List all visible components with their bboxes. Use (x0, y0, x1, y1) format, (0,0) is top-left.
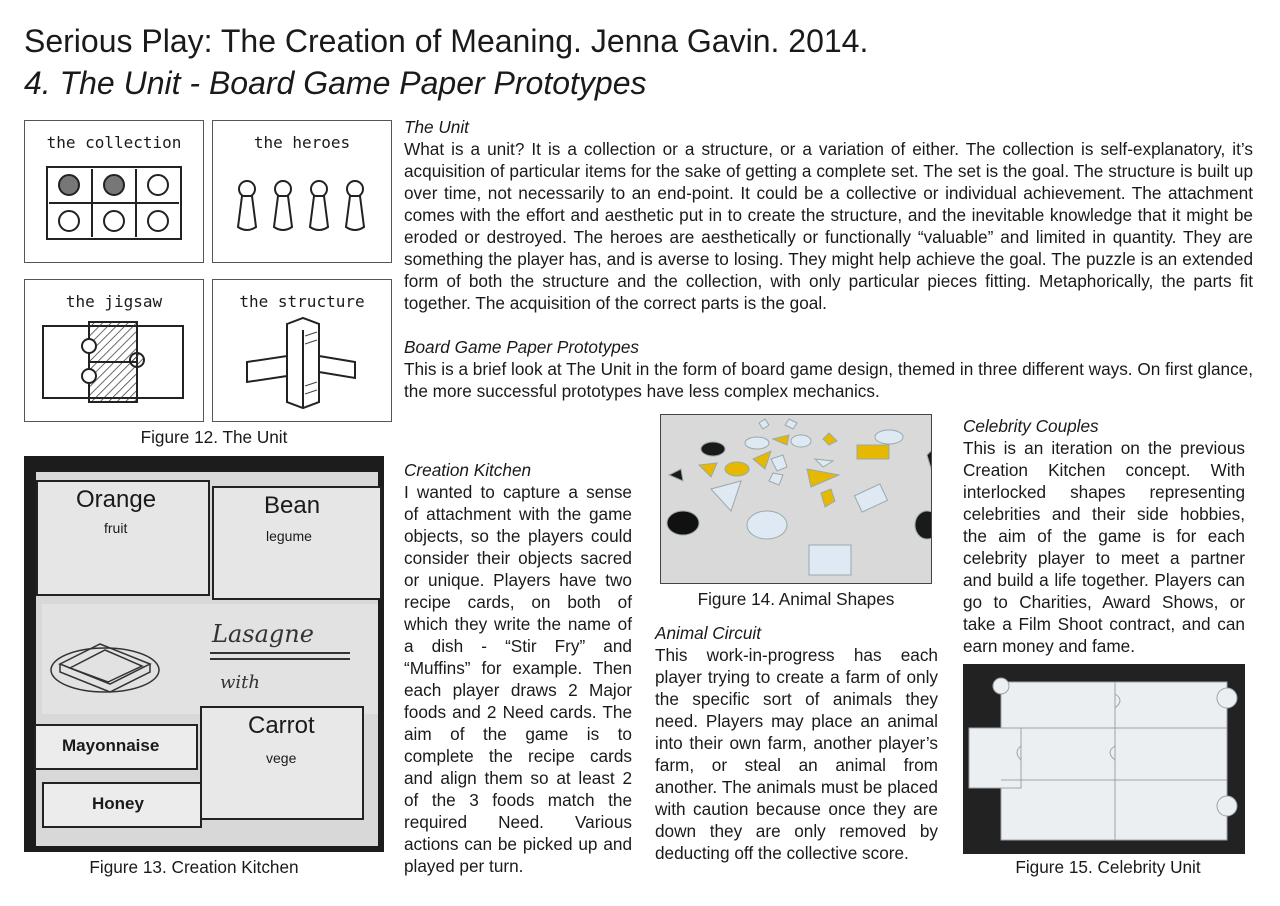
figure12-caption: Figure 12. The Unit (140, 427, 288, 447)
card-carrot (200, 706, 364, 820)
panel-label-jigsaw: the jigsaw (65, 292, 163, 311)
unit-heading: The Unit (404, 117, 469, 137)
animal-shapes-photo (660, 414, 932, 584)
figure13-caption: Figure 13. Creation Kitchen (89, 857, 299, 877)
figure15-caption: Figure 15. Celebrity Unit (1015, 857, 1201, 877)
card-recipe (42, 604, 378, 714)
animal-circuit-body: This work-in-progress has each player trying to create a farm of only the specific sort of animals they need. Players may place an animal into their own farm, another player’s farm, or steal an animal from another. The animals must be placed with caution because once they are down they are only removed by deducting off the collective score. (655, 645, 938, 863)
structure-icon (243, 316, 363, 412)
celebrity-couples-heading: Celebrity Couples (963, 416, 1099, 436)
prototypes-body: This is a brief look at The Unit in the form of board game design, themed in three different ways. On first glance, the more successful prototypes have less complex mechanics. (404, 359, 1253, 401)
celebrity-unit-photo (963, 664, 1245, 854)
card-lasagne-title: Lasagne (212, 620, 314, 648)
celebrity-couples-body: This is an iteration on the previous Creation Kitchen concept. With interlocked shapes representing celebrities and their side hobbies, the aim of the game is for each celebrity player to meet a partner and build a life together. Players can go to Charities, Award Shows, or take a Film Shoot contract, and can earn money and fame. (963, 438, 1245, 656)
puzzle-pieces-icon (963, 664, 1245, 854)
animal-circuit-heading: Animal Circuit (655, 623, 762, 643)
panel-structure (212, 279, 392, 422)
figure14-caption: Figure 14. Animal Shapes (697, 589, 895, 609)
collection-icon (45, 165, 183, 241)
card-honey-title: Honey (92, 794, 144, 813)
card-orange-sub: fruit (104, 520, 128, 536)
page-subtitle: 4. The Unit - Board Game Paper Prototypes (24, 65, 647, 101)
card-mayonnaise (34, 724, 198, 770)
panel-heroes (212, 120, 392, 263)
creation-kitchen-body: I wanted to capture a sense of attachment with the game objects, so the players could consider their objects sacred or unique. Players have two recipe cards, on both of which they write the name of a dish - “Stir Fry” and “Muffins” for example. Then each player draws 2 Major foods and 2 Need cards. The aim of the game is to complete the recipe cards and align them so at least 2 of the 3 foods match the required Need. Various actions can be picked up and played per turn. (404, 482, 632, 876)
panel-jigsaw (24, 279, 204, 422)
heroes-pawns-icon (233, 179, 373, 235)
animal-shapes-icon (661, 415, 932, 584)
panel-collection (24, 120, 204, 263)
card-mayonnaise-title: Mayonnaise (62, 736, 160, 755)
card-carrot-title: Carrot (248, 712, 315, 739)
prototypes-heading: Board Game Paper Prototypes (404, 337, 640, 357)
lasagne-drawing-icon (50, 634, 170, 694)
card-orange (36, 480, 210, 596)
card-with-label: with (220, 672, 260, 693)
jigsaw-icon (39, 318, 191, 406)
panel-label-heroes: the heroes (253, 133, 351, 152)
unit-body: What is a unit? It is a collection or a structure, or a variation of either. The collection is self-explanatory, it’s acquisition of particular items for the sake of getting a complete set. The set is the goal. The structure is built up over time, not necessarily to an end-point. It could be a collective or individual achievement. The attachment comes with the effort and aesthetic put in to create the structure, and the inevitable knowledge that it might be eroded or destroyed. The heroes are aesthetically or functionally “valuable” and limited in quantity. They are something the player has, and is averse to losing. They might help achieve the goal. The puzzle is an extended form of both the structure and the collection, with only particular pieces fitting. Metaphorically, the parts fit together. The acquisition of the correct parts is the goal. (404, 139, 1253, 313)
card-orange-title: Orange (76, 486, 157, 513)
creation-kitchen-heading: Creation Kitchen (404, 460, 532, 480)
card-bean-sub: legume (266, 528, 312, 544)
card-honey (42, 782, 202, 828)
panel-label-structure: the structure (239, 292, 365, 311)
panel-label-collection: the collection (46, 133, 182, 152)
card-carrot-sub: vege (266, 750, 297, 766)
creation-kitchen-photo (24, 456, 384, 852)
card-bean-title: Bean (264, 492, 321, 519)
page-title: Serious Play: The Creation of Meaning. Jenna Gavin. 2014. (24, 23, 869, 59)
card-bean (212, 486, 382, 600)
